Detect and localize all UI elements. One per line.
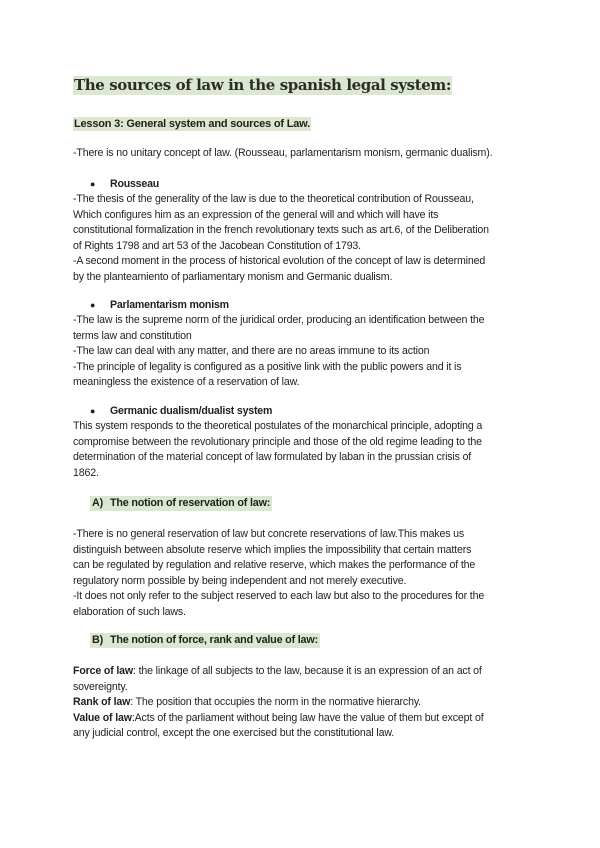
section-b-letter: B) <box>92 634 103 646</box>
value-line <box>73 711 535 727</box>
section-a-line: distinguish between absolute reserve which implies the impossibility that certain matters <box>73 543 472 556</box>
force-line-2: sovereignty. <box>73 680 128 693</box>
dualism-line: determination of the material concept of law formulated by laban in the prussian crisis of <box>73 451 472 463</box>
monism-line: terms law and constitution <box>73 329 192 342</box>
value-line-2: any judicial control, except the one exercised but the constitutional law. <box>73 727 395 739</box>
rousseau-line: constitutional formalization in the french revolutionary texts such as art.6, of the Deliberation <box>73 224 489 236</box>
title-block <box>73 76 452 95</box>
force-term: Force of law <box>73 665 134 677</box>
section-a-line: elaboration of such laws. <box>73 605 186 618</box>
force-line <box>73 664 535 680</box>
section-a-line: -There is no general reservation of law but concrete reservations of law.This makes us <box>73 528 465 540</box>
section-a-paragraph <box>73 527 535 620</box>
bullet-icon: ● <box>90 179 96 189</box>
section-a-line: -It does not only refer to the subject reserved to each law but also to the procedures for the <box>73 590 485 602</box>
section-b-paragraph <box>73 664 535 742</box>
rank-term: Rank of law <box>73 696 131 708</box>
dualism-line: 1862. <box>73 466 99 479</box>
rousseau-line: by the planteamiento of parliamentary monism and Germanic dualism. <box>73 270 393 283</box>
rank-text: : The position that occupies the norm in the normative hierarchy. <box>130 696 421 708</box>
monism-paragraph <box>73 313 535 391</box>
section-a-heading <box>90 496 272 511</box>
monism-heading <box>90 298 229 313</box>
bullet-icon: ● <box>90 406 96 416</box>
section-a-letter: A) <box>92 497 103 509</box>
section-a-heading-label: The notion of reservation of law: <box>110 497 271 509</box>
rousseau-paragraph <box>73 192 535 285</box>
rousseau-line: Which configures him as an expression of the general will and which will have its <box>73 208 439 221</box>
monism-line: -The principle of legality is configured as a positive link with the public powers and it is <box>73 360 462 373</box>
force-text: : the linkage of all subjects to the law, because it is an expression of an act of <box>133 665 482 677</box>
rousseau-line: -The thesis of the generality of the law is due to the theoretical contribution of Rousseau, <box>73 193 474 205</box>
monism-line: meaningless the existence of a reservation of law. <box>73 376 300 388</box>
section-b-heading-label: The notion of force, rank and value of law: <box>110 634 318 646</box>
rousseau-heading <box>90 177 159 192</box>
rank-line <box>73 695 535 711</box>
bullet-icon: ● <box>90 300 96 310</box>
rousseau-heading-label: Rousseau <box>110 178 160 190</box>
value-term: Value of law <box>73 711 132 724</box>
intro-paragraph <box>73 146 535 162</box>
section-a-line: regulatory norm possible by being independent and not merely executive. <box>73 574 407 587</box>
page-title: The sources of law in the spanish legal system: <box>74 76 451 94</box>
dualism-paragraph <box>73 419 535 481</box>
intro-line: -There is no unitary concept of law. (Rousseau, parlamentarism monism, germanic dualism). <box>73 147 493 159</box>
section-a-line: can be regulated by regulation and relative reserve, which makes the performance of the <box>73 559 476 571</box>
rousseau-line: -A second moment in the process of historical evolution of the concept of law is determined <box>73 255 486 267</box>
value-text: :Acts of the parliament without being law have the value of them but except of <box>131 711 484 724</box>
dualism-line: compromise between the revolutionary principle and those of the old regime leading to the <box>73 435 482 448</box>
dualism-line: This system responds to the theoretical postulates of the monarchical principle, adopting a <box>73 420 483 432</box>
lesson-heading: Lesson 3: General system and sources of Law. <box>74 118 310 130</box>
dualism-heading <box>90 404 272 419</box>
monism-heading-label: Parlamentarism monism <box>110 299 229 311</box>
section-b-heading <box>90 633 320 648</box>
rousseau-line: of Rights 1798 and art 53 of the Jacobean Constitution of 1793. <box>73 239 361 252</box>
dualism-heading-label: Germanic dualism/dualist system <box>110 405 273 417</box>
monism-line: -The law can deal with any matter, and there are no areas immune to its action <box>73 345 430 357</box>
monism-line: -The law is the supreme norm of the juridical order, producing an identification between the <box>73 314 485 326</box>
